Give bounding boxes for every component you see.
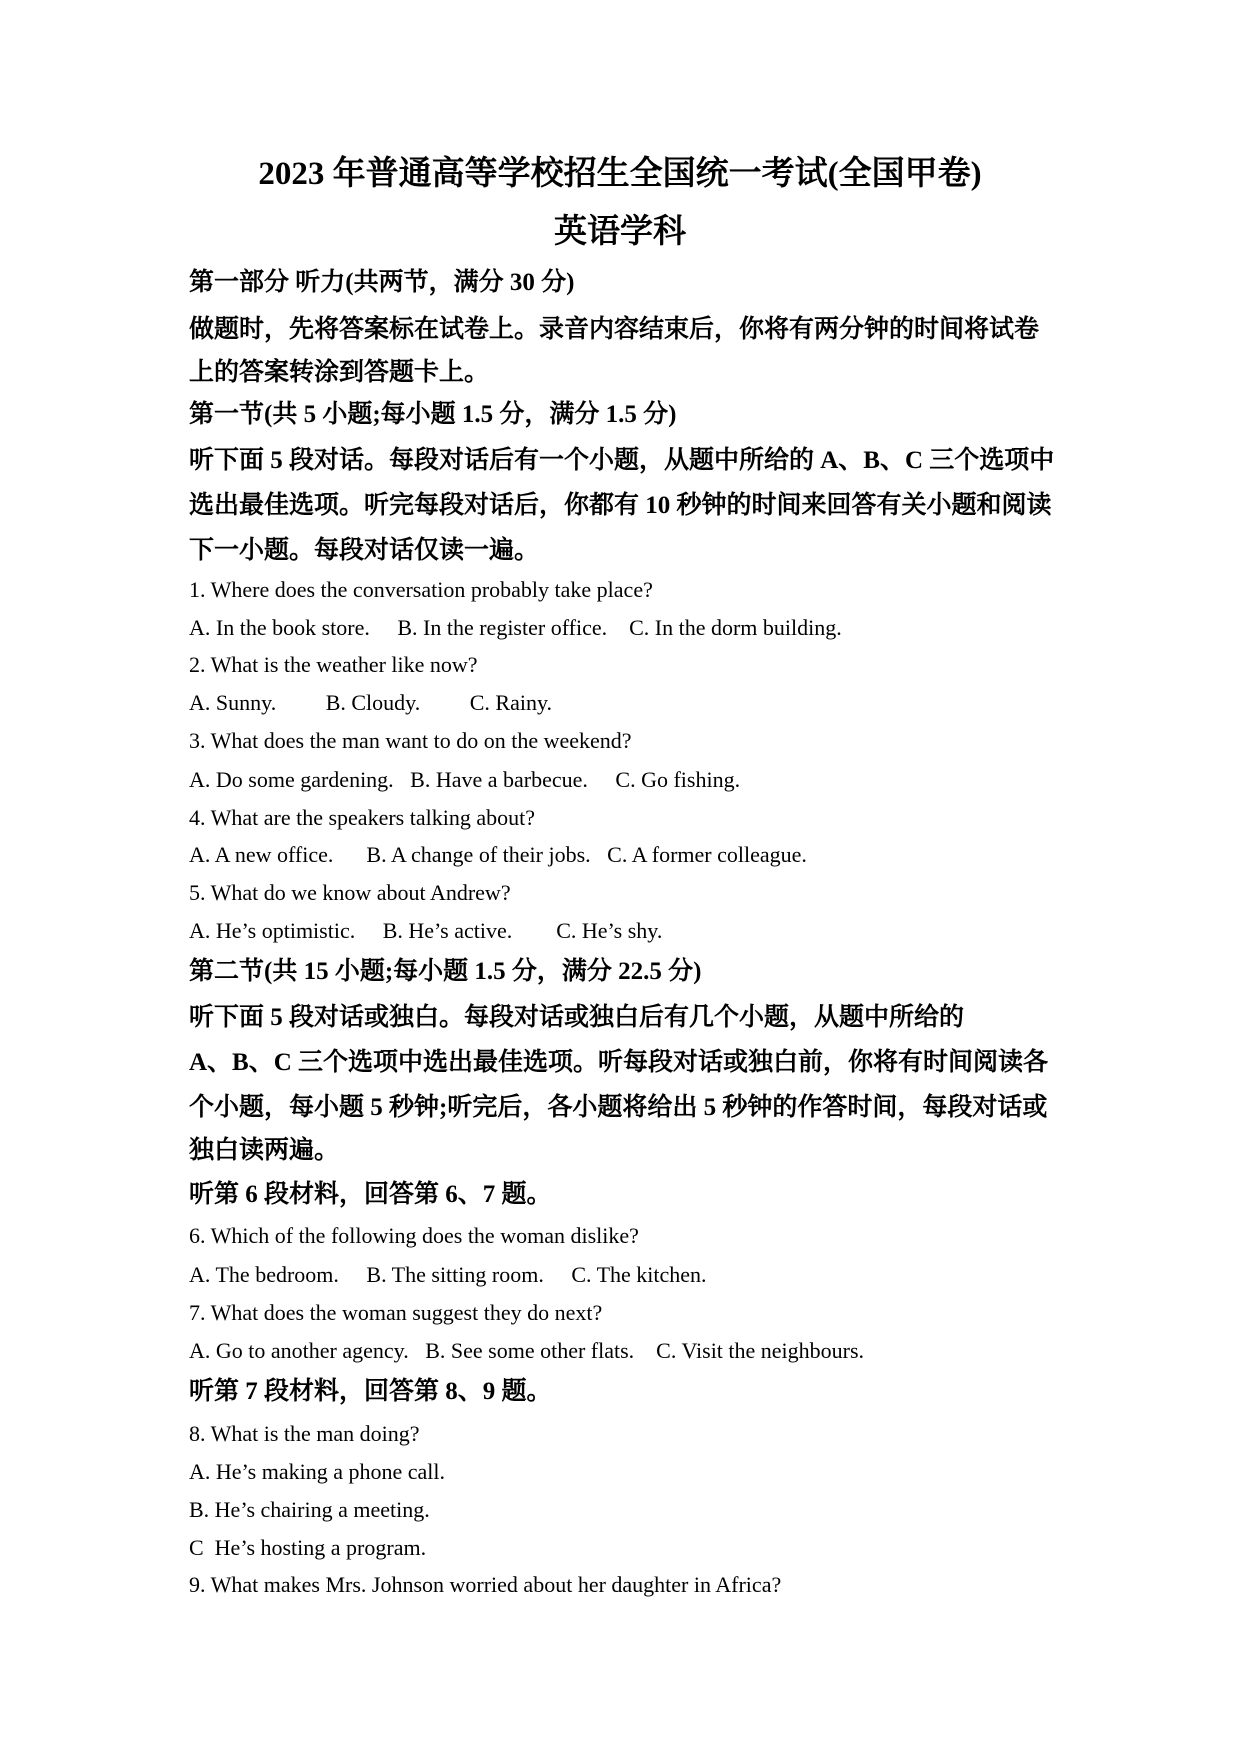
instruction-line: 个小题，每小题 5 秒钟;听完后，各小题将给出 5 秒钟的作答时间，每段对话或 [189,1094,1048,1121]
question-stem: 1. Where does the conversation probably take place? [189,577,653,602]
question-stem: 2. What is the weather like now? [189,652,478,677]
question-options: A. In the book store. B. In the register office. C. In the dorm building. [189,615,842,640]
question-options: A. Sunny. B. Cloudy. C. Rainy. [189,690,553,715]
instruction-line: 听下面 5 段对话。每段对话后有一个小题，从题中所给的 A、B、C 三个选项中 [189,447,1055,474]
option-line: B. He’s chairing a meeting. [189,1497,430,1522]
group-heading: 听第 6 段材料，回答第 6、7 题。 [189,1181,552,1208]
instruction-line: 下一小题。每段对话仅读一遍。 [189,537,540,564]
option-line: C He’s hosting a program. [189,1535,427,1560]
instruction-line: A、B、C 三个选项中选出最佳选项。听每段对话或独白前，你将有时间阅读各 [189,1049,1049,1076]
question-options: A. A new office. B. A change of their jobs. C. A former colleague. [189,842,807,867]
group-heading: 听第 7 段材料，回答第 8、9 题。 [189,1378,552,1405]
question-stem: 6. Which of the following does the woman dislike? [189,1223,639,1248]
instruction-line: 上的答案转涂到答题卡上。 [189,359,490,386]
question-stem: 9. What makes Mrs. Johnson worried about her daughter in Africa? [189,1572,782,1597]
question-options: A. He’s optimistic. B. He’s active. C. He’s shy. [189,918,663,943]
instruction-line: 做题时，先将答案标在试卷上。录音内容结束后，你将有两分钟的时间将试卷 [189,316,1040,343]
option-line: A. He’s making a phone call. [189,1459,445,1484]
question-stem: 8. What is the man doing? [189,1421,420,1446]
instruction-line: 选出最佳选项。听完每段对话后，你都有 10 秒钟的时间来回答有关小题和阅读 [189,492,1052,519]
part-heading: 第一部分 听力(共两节，满分 30 分) [189,269,575,296]
question-stem: 3. What does the man want to do on the weekend? [189,728,632,753]
question-options: A. The bedroom. B. The sitting room. C. The kitchen. [189,1262,707,1287]
section-heading: 第二节(共 15 小题;每小题 1.5 分，满分 22.5 分) [189,958,702,985]
subject-title: 英语学科 [554,214,686,250]
question-stem: 4. What are the speakers talking about? [189,805,535,830]
question-options: A. Go to another agency. B. See some other flats. C. Visit the neighbours. [189,1338,865,1363]
instruction-line: 听下面 5 段对话或独白。每段对话或独白后有几个小题，从题中所给的 [189,1004,965,1031]
question-stem: 7. What does the woman suggest they do next? [189,1300,603,1325]
instruction-line: 独白读两遍。 [189,1137,340,1164]
exam-title: 2023 年普通高等学校招生全国统一考试(全国甲卷) [258,156,982,192]
question-stem: 5. What do we know about Andrew? [189,880,511,905]
section-heading: 第一节(共 5 小题;每小题 1.5 分，满分 1.5 分) [189,401,677,428]
question-options: A. Do some gardening. B. Have a barbecue. C. Go fishing. [189,767,741,792]
